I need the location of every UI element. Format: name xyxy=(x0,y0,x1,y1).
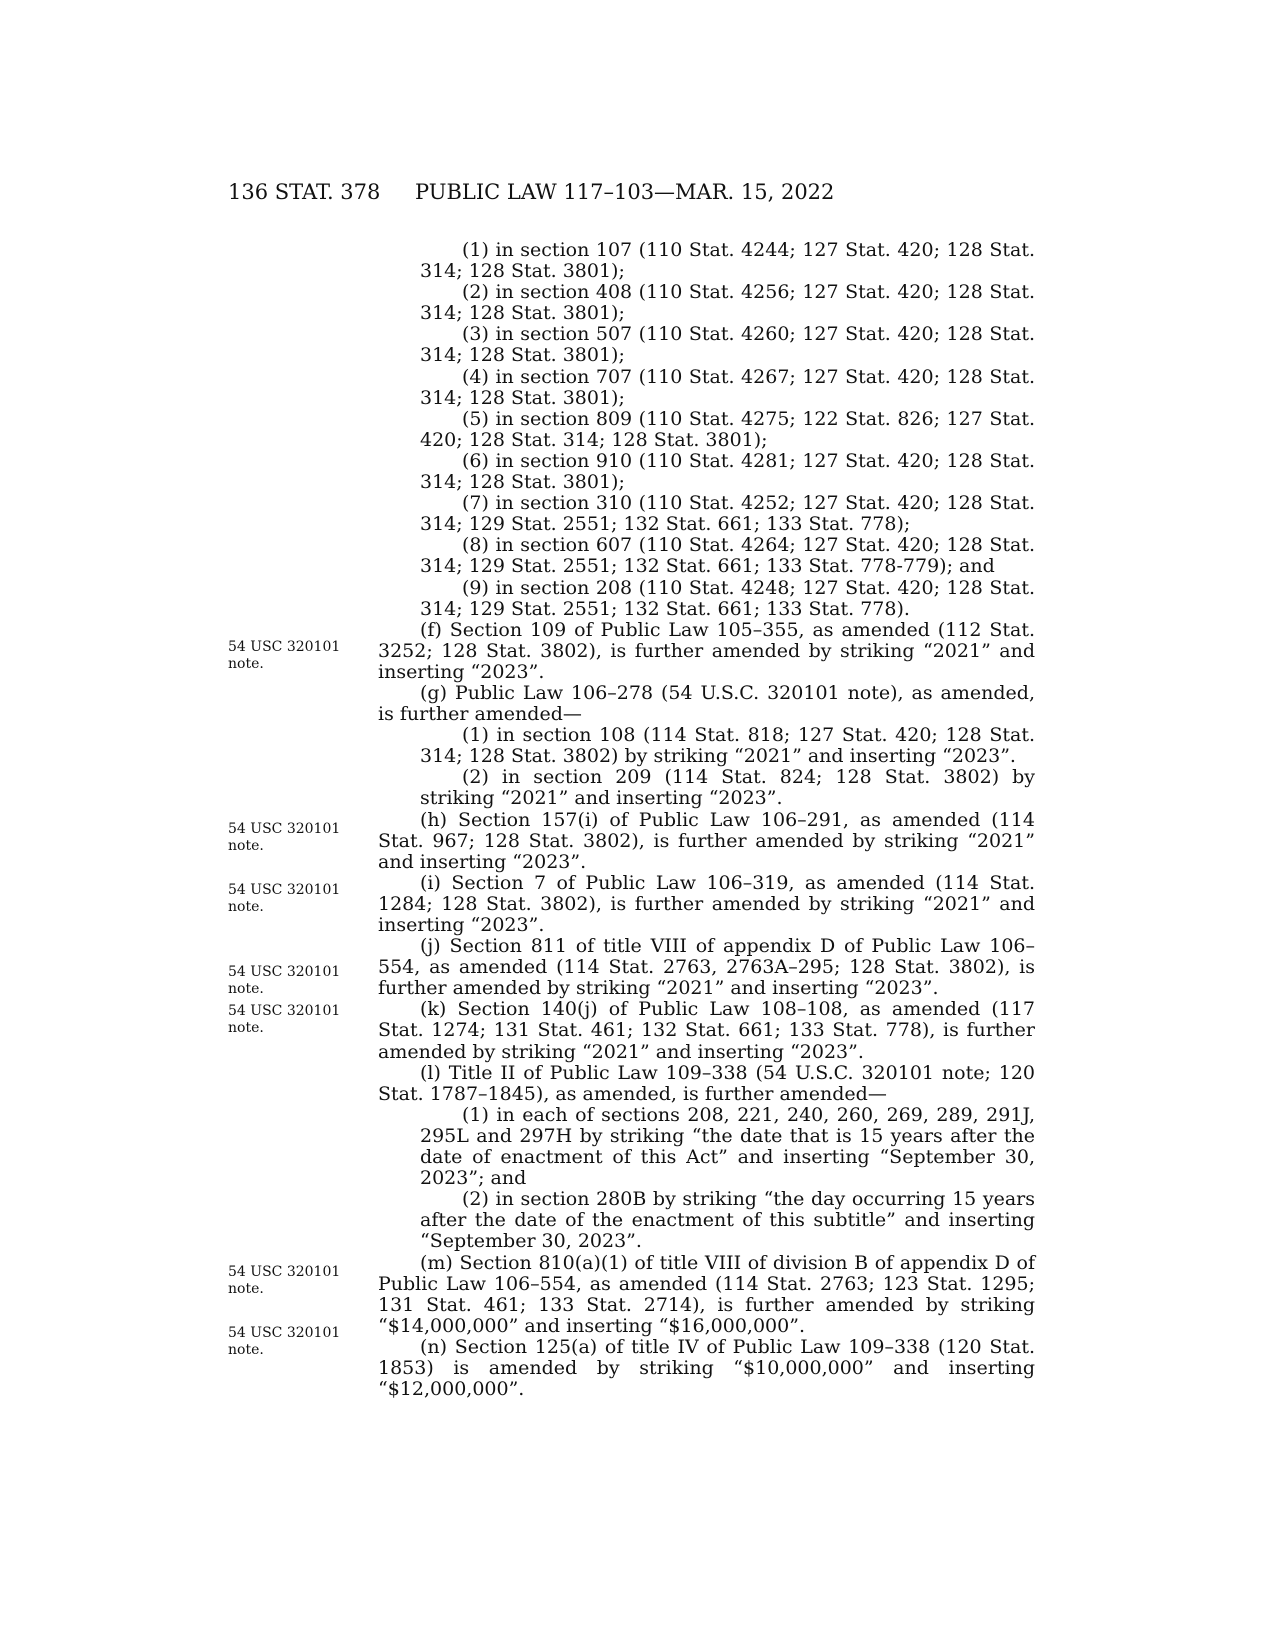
margin-note-suffix: note. xyxy=(228,1342,264,1358)
law-title: PUBLIC LAW 117–103—MAR. 15, 2022 xyxy=(415,180,835,204)
margin-note-citation: 54 USC 320101 xyxy=(228,821,341,837)
paragraph-e9: (9) in section 208 (110 Stat. 4248; 127 Stat. 420; 128 Stat. 314; 129 Stat. 2551; 132 Stat. 661; 133 Stat. 778). xyxy=(420,576,1035,620)
paragraph-e5: (5) in section 809 (110 Stat. 4275; 122 Stat. 826; 127 Stat. 420; 128 Stat. 314; 128 Stat. 3801); xyxy=(420,407,1035,451)
paragraph-k: (k) Section 140(j) of Public Law 108–108, as amended (117 Stat. 1274; 131 Stat. 461; 132 Stat. 661; 133 Stat. 778), is further amended by striking “2021” and inserting “2023”. xyxy=(378,998,1035,1063)
paragraph-h: (h) Section 157(i) of Public Law 106–291, as amended (114 Stat. 967; 128 Stat. 3802), is further amended by striking “2021” and inserting “2023”. xyxy=(378,808,1035,873)
body-text xyxy=(378,240,1035,1400)
paragraph-l: (l) Title II of Public Law 109–338 (54 U.S.C. 320101 note; 120 Stat. 1787–1845), as amended, is further amended— xyxy=(378,1061,1035,1105)
paragraph-i: (i) Section 7 of Public Law 106–319, as amended (114 Stat. 1284; 128 Stat. 3802), is further amended by striking “2021” and inserting “2023”. xyxy=(378,871,1035,936)
margin-note-m xyxy=(228,1264,358,1298)
paragraph-j: (j) Section 811 of title VIII of appendix D of Public Law 106–554, as amended (114 Stat. 2763, 2763A–295; 128 Stat. 3802), is further amended by striking “2021” and inserting “2023”. xyxy=(378,935,1035,1000)
margin-note-citation: 54 USC 320101 xyxy=(228,1264,341,1280)
paragraph-g2: (2) in section 209 (114 Stat. 824; 128 Stat. 3802) by striking “2021” and inserting “2023”. xyxy=(420,766,1035,810)
margin-note-citation: 54 USC 320101 xyxy=(228,882,341,898)
margin-note-suffix: note. xyxy=(228,838,264,854)
margin-note-citation: 54 USC 320101 xyxy=(228,1325,341,1341)
paragraph-g1: (1) in section 108 (114 Stat. 818; 127 Stat. 420; 128 Stat. 314; 128 Stat. 3802) by striking “2021” and inserting “2023”. xyxy=(420,724,1035,768)
margin-note-i xyxy=(228,882,358,916)
paragraph-e1: (1) in section 107 (110 Stat. 4244; 127 Stat. 420; 128 Stat. 314; 128 Stat. 3801); xyxy=(420,239,1035,283)
margin-note-suffix: note. xyxy=(228,1020,264,1036)
page-header xyxy=(0,180,1275,210)
paragraph-e8: (8) in section 607 (110 Stat. 4264; 127 Stat. 420; 128 Stat. 314; 129 Stat. 2551; 132 Stat. 661; 133 Stat. 778-779); and xyxy=(420,534,1035,578)
margin-note-suffix: note. xyxy=(228,981,264,997)
paragraph-e2: (2) in section 408 (110 Stat. 4256; 127 Stat. 420; 128 Stat. 314; 128 Stat. 3801); xyxy=(420,281,1035,325)
margin-note-f xyxy=(228,639,358,673)
paragraph-l1: (1) in each of sections 208, 221, 240, 260, 269, 289, 291J, 295L and 297H by striking “the date that is 15 years after the date of enactment of this Act” and inserting “September 30, 2023”; and xyxy=(420,1103,1035,1190)
margin-note-j xyxy=(228,964,358,998)
paragraph-g: (g) Public Law 106–278 (54 U.S.C. 320101 note), as amended, is further amended— xyxy=(378,681,1035,726)
margin-note-suffix: note. xyxy=(228,656,264,672)
paragraph-e3: (3) in section 507 (110 Stat. 4260; 127 Stat. 420; 128 Stat. 314; 128 Stat. 3801); xyxy=(420,323,1035,367)
margin-note-h xyxy=(228,821,358,855)
margin-note-suffix: note. xyxy=(228,899,264,915)
margin-note-suffix: note. xyxy=(228,1281,264,1297)
margin-note-citation: 54 USC 320101 xyxy=(228,639,341,655)
margin-note-k xyxy=(228,1003,358,1037)
page-number: 136 STAT. 378 xyxy=(228,180,381,204)
paragraph-e7: (7) in section 310 (110 Stat. 4252; 127 Stat. 420; 128 Stat. 314; 129 Stat. 2551; 132 Stat. 661; 133 Stat. 778); xyxy=(420,492,1035,536)
paragraph-l2: (2) in section 280B by striking “the day occurring 15 years after the date of the enactment of this subtitle” and inserting “September 30, 2023”. xyxy=(420,1188,1035,1253)
paragraph-m: (m) Section 810(a)(1) of title VIII of division B of appendix D of Public Law 106–554, as amended (114 Stat. 2763; 123 Stat. 1295; 131 Stat. 461; 133 Stat. 2714), is further amended by striking “$14,000,000” and inserting “$16,000,000”. xyxy=(378,1251,1035,1337)
paragraph-n: (n) Section 125(a) of title IV of Public Law 109–338 (120 Stat. 1853) is amended by striking “$10,000,000” and inserting “$12,000,000”. xyxy=(378,1335,1035,1401)
paragraph-e6: (6) in section 910 (110 Stat. 4281; 127 Stat. 420; 128 Stat. 314; 128 Stat. 3801); xyxy=(420,449,1035,494)
paragraph-e4: (4) in section 707 (110 Stat. 4267; 127 Stat. 420; 128 Stat. 314; 128 Stat. 3801); xyxy=(420,365,1035,409)
paragraph-f: (f) Section 109 of Public Law 105–355, as amended (112 Stat. 3252; 128 Stat. 3802), is further amended by striking “2021” and inserting “2023”. xyxy=(378,618,1035,683)
margin-note-citation: 54 USC 320101 xyxy=(228,1003,341,1019)
margin-note-n xyxy=(228,1325,358,1359)
margin-note-citation: 54 USC 320101 xyxy=(228,964,341,980)
